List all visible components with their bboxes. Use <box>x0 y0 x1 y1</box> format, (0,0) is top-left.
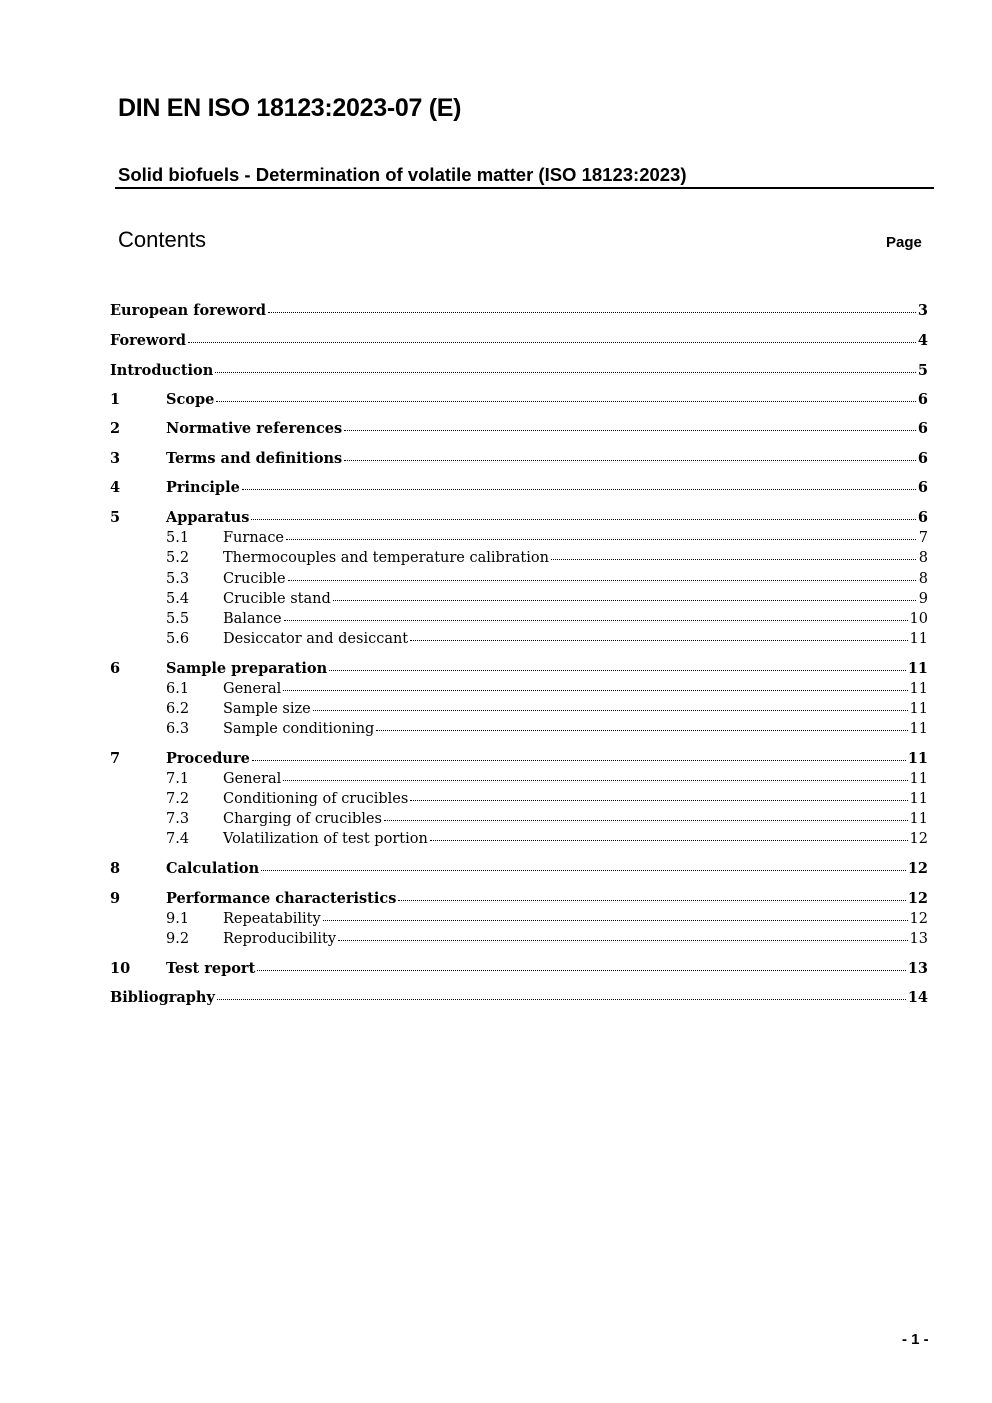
toc-entry-page: 8 <box>918 550 928 566</box>
toc-entry[interactable] <box>110 959 928 979</box>
document-subtitle: Solid biofuels - Determination of volatile matter (ISO 18123:2023) <box>118 164 687 185</box>
toc-entry-page: 6 <box>917 450 928 467</box>
toc-entry-label: Calculation <box>166 860 260 877</box>
toc-dot-leader <box>338 940 908 941</box>
toc-entry[interactable] <box>110 929 928 949</box>
toc-entry-number: 1 <box>110 391 121 408</box>
toc-entry-page: 6 <box>917 509 928 526</box>
toc-entry-page: 11 <box>909 631 928 647</box>
toc-entry[interactable] <box>110 809 928 829</box>
toc-entry-number: 7.3 <box>166 811 190 827</box>
toc-dot-leader <box>251 519 916 520</box>
toc-entry-label: Sample conditioning <box>223 721 375 737</box>
toc-entry-page: 3 <box>917 302 928 319</box>
toc-entry-page: 13 <box>909 931 928 947</box>
toc-dot-leader <box>344 460 916 461</box>
toc-entry-number: 5.3 <box>166 571 190 587</box>
toc-entry[interactable] <box>110 569 928 589</box>
toc-entry-number: 7.2 <box>166 791 190 807</box>
toc-entry-page: 11 <box>909 721 928 737</box>
toc-entry-label: Terms and definitions <box>166 450 343 467</box>
toc-entry-page: 11 <box>909 681 928 697</box>
toc-dot-leader <box>215 372 916 373</box>
toc-entry-label: Volatilization of test portion <box>223 831 428 847</box>
toc-entry-label: Furnace <box>223 530 285 546</box>
toc-dot-leader <box>398 900 905 901</box>
toc-entry-label: Reproducibility <box>223 931 337 947</box>
toc-entry-label: Apparatus <box>166 509 250 526</box>
contents-heading: Contents <box>118 227 207 252</box>
toc-entry-number: 2 <box>110 420 121 437</box>
toc-dot-leader <box>283 690 907 691</box>
toc-entry[interactable] <box>110 508 928 528</box>
toc-entry-label: Charging of crucibles <box>223 811 382 827</box>
toc-entry-page: 11 <box>909 771 928 787</box>
toc-entry-page: 11 <box>909 791 928 807</box>
toc-entry[interactable] <box>110 449 928 469</box>
toc-entry-number: 4 <box>110 479 121 496</box>
toc-entry[interactable] <box>110 749 928 769</box>
toc-entry-page: 10 <box>909 611 928 627</box>
toc-dot-leader <box>376 730 907 731</box>
toc-entry[interactable] <box>110 988 928 1008</box>
toc-entry-number: 9.2 <box>166 931 190 947</box>
toc-dot-leader <box>329 670 906 671</box>
toc-entry-number: 5.6 <box>166 631 190 647</box>
toc-dot-leader <box>313 710 908 711</box>
toc-entry-number: 6 <box>110 660 121 677</box>
toc-entry-number: 10 <box>110 960 131 977</box>
toc-dot-leader <box>410 640 907 641</box>
page-column-heading: Page <box>886 234 922 251</box>
toc-dot-leader <box>551 559 916 560</box>
toc-entry-page: 9 <box>918 591 928 607</box>
toc-dot-leader <box>384 820 908 821</box>
toc-entry-label: Crucible <box>223 571 286 587</box>
toc-entry[interactable] <box>110 909 928 929</box>
toc-entry[interactable] <box>110 361 928 381</box>
toc-entry[interactable] <box>110 769 928 789</box>
toc-entry[interactable] <box>110 719 928 739</box>
toc-entry-number: 6.1 <box>166 681 190 697</box>
toc-entry-number: 7 <box>110 750 121 767</box>
toc-entry-label: European foreword <box>110 302 266 319</box>
toc-entry-number: 6.3 <box>166 721 190 737</box>
toc-entry-label: Sample preparation <box>166 660 328 677</box>
toc-entry-page: 4 <box>917 332 928 349</box>
toc-entry-number: 7.4 <box>166 831 190 847</box>
toc-dot-leader <box>430 840 908 841</box>
toc-entry-page: 12 <box>909 831 928 847</box>
toc-dot-leader <box>261 870 906 871</box>
toc-entry-number: 5.2 <box>166 550 190 566</box>
toc-dot-leader <box>268 312 916 313</box>
toc-dot-leader <box>252 760 906 761</box>
toc-entry[interactable] <box>110 528 928 548</box>
toc-entry-number: 6.2 <box>166 701 190 717</box>
toc-entry-page: 7 <box>918 530 928 546</box>
toc-entry[interactable] <box>110 548 928 568</box>
document-title: DIN EN ISO 18123:2023-07 (E) <box>118 94 462 122</box>
toc-entry-page: 6 <box>917 420 928 437</box>
toc-dot-leader <box>344 430 916 431</box>
toc-entry-number: 9 <box>110 890 121 907</box>
toc-entry-label: General <box>223 771 282 787</box>
toc-entry-label: Normative references <box>166 420 343 437</box>
toc-dot-leader <box>410 800 907 801</box>
toc-entry-page: 12 <box>907 890 928 907</box>
toc-entry[interactable] <box>110 889 928 909</box>
toc-entry[interactable] <box>110 859 928 879</box>
toc-entry-number: 5.1 <box>166 530 190 546</box>
toc-entry-label: Crucible stand <box>223 591 331 607</box>
toc-entry[interactable] <box>110 331 928 351</box>
toc-entry-label: Performance characteristics <box>166 890 397 907</box>
page-number: - 1 - <box>902 1331 929 1348</box>
toc-entry[interactable] <box>110 789 928 809</box>
toc-entry-page: 14 <box>907 989 928 1006</box>
toc-dot-leader <box>286 539 916 540</box>
toc-entry-number: 9.1 <box>166 911 190 927</box>
toc-dot-leader <box>323 920 908 921</box>
toc-entry-label: Bibliography <box>110 989 215 1006</box>
toc-entry-number: 5.5 <box>166 611 190 627</box>
toc-entry-label: Balance <box>223 611 282 627</box>
toc-entry[interactable] <box>110 301 928 321</box>
toc-entry-page: 11 <box>909 811 928 827</box>
toc-entry-number: 3 <box>110 450 121 467</box>
toc-entry-page: 11 <box>907 750 928 767</box>
toc-entry-label: Sample size <box>223 701 311 717</box>
toc-entry-page: 8 <box>918 571 928 587</box>
toc-entry-page: 5 <box>917 362 928 379</box>
toc-entry-label: Principle <box>166 479 240 496</box>
toc-entry[interactable] <box>110 659 928 679</box>
toc-entry-number: 5 <box>110 509 121 526</box>
toc-dot-leader <box>257 970 906 971</box>
toc-entry-label: Scope <box>166 391 215 408</box>
toc-dot-leader <box>284 620 908 621</box>
toc-entry-number: 8 <box>110 860 121 877</box>
toc-entry-number: 7.1 <box>166 771 190 787</box>
toc-entry-label: General <box>223 681 282 697</box>
toc-entry-page: 6 <box>917 391 928 408</box>
toc-entry-page: 13 <box>907 960 928 977</box>
toc-entry[interactable] <box>110 699 928 719</box>
toc-dot-leader <box>216 401 916 402</box>
toc-entry-page: 12 <box>907 860 928 877</box>
toc-entry[interactable] <box>110 629 928 649</box>
toc-entry-number: 5.4 <box>166 591 190 607</box>
toc-entry-label: Thermocouples and temperature calibration <box>223 550 549 566</box>
toc-entry-label: Introduction <box>110 362 214 379</box>
toc-dot-leader <box>242 489 916 490</box>
toc-entry-label: Conditioning of crucibles <box>223 791 409 807</box>
toc-entry-page: 12 <box>909 911 928 927</box>
toc-entry-label: Desiccator and desiccant <box>223 631 409 647</box>
toc-entry-page: 6 <box>917 479 928 496</box>
toc-dot-leader <box>333 600 916 601</box>
toc-entry-page: 11 <box>909 701 928 717</box>
toc-entry[interactable] <box>110 829 928 849</box>
toc-dot-leader <box>283 780 907 781</box>
toc-entry-label: Test report <box>166 960 256 977</box>
toc-dot-leader <box>188 342 916 343</box>
toc-dot-leader <box>217 999 906 1000</box>
toc-entry-page: 11 <box>907 660 928 677</box>
toc-entry[interactable] <box>110 419 928 439</box>
toc-entry[interactable] <box>110 609 928 629</box>
toc-dot-leader <box>288 580 916 581</box>
toc-entry[interactable] <box>110 478 928 498</box>
toc-entry-label: Foreword <box>110 332 186 349</box>
toc-entry[interactable] <box>110 390 928 410</box>
toc-entry[interactable] <box>110 679 928 699</box>
toc-entry-label: Repeatability <box>223 911 321 927</box>
toc-entry-label: Procedure <box>166 750 250 767</box>
toc-entry[interactable] <box>110 589 928 609</box>
